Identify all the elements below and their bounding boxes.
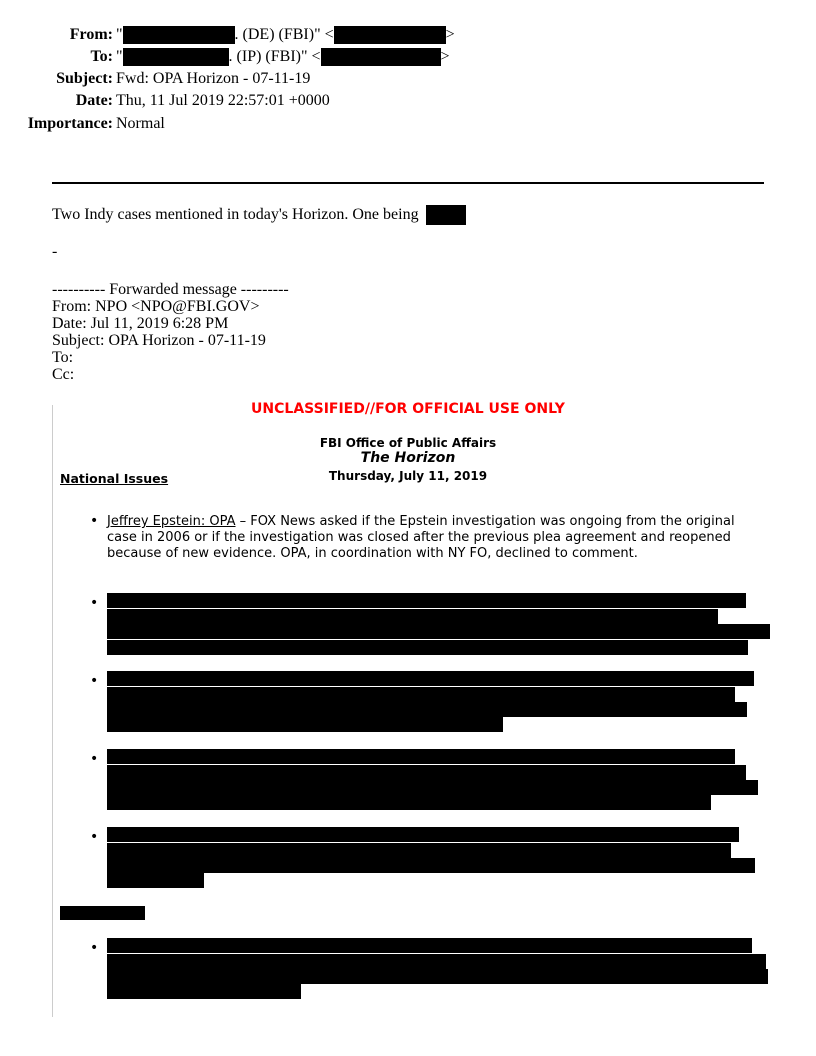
redaction-bar (107, 717, 503, 732)
redaction-bar (107, 954, 766, 969)
to-value: " . (IP) (FBI)" < > (116, 48, 450, 65)
redaction-bar (107, 858, 755, 873)
redaction-bar (107, 609, 718, 624)
subject-label: Subject: (56, 70, 113, 87)
redaction-bar (107, 687, 735, 702)
bullet-4: • (90, 751, 99, 767)
redaction-bar (123, 26, 235, 44)
redaction-bar (107, 640, 748, 655)
newsletter-title: The Horizon (360, 450, 456, 466)
bullet-3: • (90, 673, 99, 689)
redaction-bar (426, 205, 466, 225)
redaction-bar (107, 938, 752, 953)
redaction-bar (107, 795, 711, 810)
classification-banner: UNCLASSIFIED//FOR OFFICIAL USE ONLY (251, 401, 565, 417)
redaction-bar (107, 624, 770, 639)
intro-line (52, 205, 466, 225)
redaction-bar (107, 671, 754, 686)
quote-bar (52, 405, 53, 1017)
epstein-link[interactable]: Jeffrey Epstein: OPA (107, 514, 236, 529)
bullet-5: • (90, 829, 99, 845)
redaction-bar (334, 26, 446, 44)
to-label: To: (90, 48, 113, 65)
section-heading-national: National Issues (60, 471, 169, 486)
office-name: FBI Office of Public Affairs (319, 436, 497, 450)
redacted-section-heading (60, 906, 145, 920)
redaction-bar (107, 984, 301, 999)
fwd-to: To: (52, 349, 74, 366)
redaction-bar (107, 780, 758, 795)
from-label: From: (69, 26, 113, 43)
redaction-bar (107, 749, 735, 764)
date-label: Date: (75, 92, 113, 109)
header-divider (52, 182, 764, 184)
fwd-date: Date: Jul 11, 2019 6:28 PM (52, 315, 229, 332)
subject-value: Fwd: OPA Horizon - 07-11-19 (116, 70, 311, 87)
redaction-bar (107, 827, 739, 842)
redaction-bar (107, 969, 768, 984)
redaction-bar (123, 48, 229, 66)
importance-label: Importance: (27, 115, 113, 132)
fwd-cc: Cc: (52, 366, 75, 383)
from-value: " . (DE) (FBI)" < > (116, 26, 455, 43)
fwd-subject: Subject: OPA Horizon - 07-11-19 (52, 332, 266, 349)
redaction-bar (107, 843, 731, 858)
redaction-bar (107, 765, 746, 780)
redaction-bar (107, 593, 746, 608)
bullet-2: • (90, 595, 99, 611)
redaction-bar (107, 702, 747, 717)
bullet-6: • (90, 940, 99, 956)
intro-text: Two Indy cases mentioned in today's Horizon. One being (52, 206, 419, 223)
bullet-1-text: Jeffrey Epstein: OPA – FOX News asked if the Epstein investigation was ongoing from the original case in 2006 or if the investigation was closed after the previous plea agreement and reopened because of new evidence. OPA, in coordination with NY FO, declined to comment. (107, 514, 735, 561)
redaction-bar (321, 48, 441, 66)
fwd-from: From: NPO <NPO@FBI.GOV> (52, 298, 260, 315)
redaction-bar (107, 873, 204, 888)
forward-divider: ---------- Forwarded message --------- (52, 281, 289, 298)
date-value: Thu, 11 Jul 2019 22:57:01 +0000 (116, 92, 330, 109)
bullet-1: • (90, 513, 99, 529)
dash-line: - (52, 243, 58, 260)
newsletter-date: Thursday, July 11, 2019 (328, 469, 488, 483)
importance-value: Normal (116, 115, 165, 132)
